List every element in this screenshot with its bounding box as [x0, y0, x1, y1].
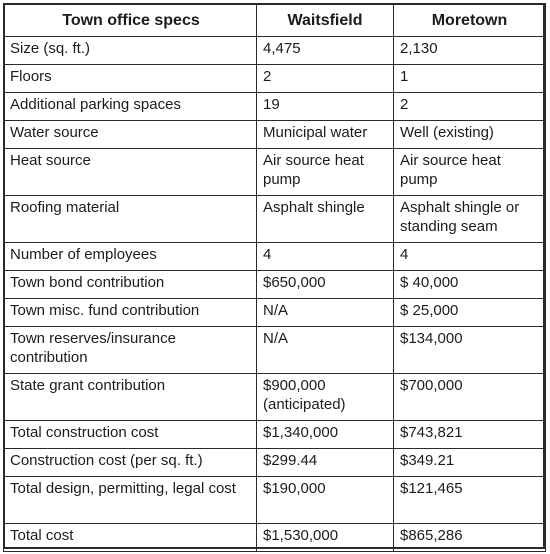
moretown-value: 1	[394, 65, 546, 93]
table-row	[4, 243, 546, 271]
waitsfield-value: Air source heat pump	[257, 149, 394, 196]
moretown-value: $349.21	[394, 449, 546, 477]
header-specs: Town office specs	[4, 4, 257, 37]
waitsfield-value: $190,000	[257, 477, 394, 524]
moretown-value: Air source heat pump	[394, 149, 546, 196]
moretown-value: Asphalt shingle or standing seam	[394, 196, 546, 243]
moretown-value: 2,130	[394, 37, 546, 65]
row-label: Construction cost (per sq. ft.)	[4, 449, 257, 477]
waitsfield-value: $1,340,000	[257, 421, 394, 449]
waitsfield-value: Asphalt shingle	[257, 196, 394, 243]
waitsfield-value: $1,530,000	[257, 524, 394, 552]
table-header-row	[4, 4, 546, 37]
table-row	[4, 271, 546, 299]
row-label: Total design, permitting, legal cost	[4, 477, 257, 524]
row-label: Additional parking spaces	[4, 93, 257, 121]
moretown-value: $743,821	[394, 421, 546, 449]
moretown-value: $121,465	[394, 477, 546, 524]
waitsfield-value: $900,000 (anticipated)	[257, 374, 394, 421]
moretown-value: 2	[394, 93, 546, 121]
row-label: Water source	[4, 121, 257, 149]
table-row	[4, 37, 546, 65]
moretown-value: $700,000	[394, 374, 546, 421]
waitsfield-value: 4	[257, 243, 394, 271]
waitsfield-value: 2	[257, 65, 394, 93]
row-label: Total cost	[4, 524, 257, 552]
row-label: Town bond contribution	[4, 271, 257, 299]
waitsfield-value: Municipal water	[257, 121, 394, 149]
row-label: Total construction cost	[4, 421, 257, 449]
table-row	[4, 196, 546, 243]
table-row	[4, 449, 546, 477]
header-moretown: Moretown	[394, 4, 546, 37]
row-label: Floors	[4, 65, 257, 93]
table-row	[4, 374, 546, 421]
row-label: Town reserves/insurance contribution	[4, 327, 257, 374]
table-row	[4, 65, 546, 93]
moretown-value: 4	[394, 243, 546, 271]
table-row	[4, 327, 546, 374]
waitsfield-value: N/A	[257, 299, 394, 327]
waitsfield-value: $299.44	[257, 449, 394, 477]
row-label: Town misc. fund contribution	[4, 299, 257, 327]
waitsfield-value: $650,000	[257, 271, 394, 299]
moretown-value: $ 25,000	[394, 299, 546, 327]
table-row	[4, 149, 546, 196]
table-row	[4, 121, 546, 149]
moretown-value: $134,000	[394, 327, 546, 374]
table-row	[4, 421, 546, 449]
row-label: Size (sq. ft.)	[4, 37, 257, 65]
waitsfield-value: 19	[257, 93, 394, 121]
row-label: Heat source	[4, 149, 257, 196]
town-office-specs-table	[3, 3, 546, 552]
table-row	[4, 93, 546, 121]
waitsfield-value: N/A	[257, 327, 394, 374]
moretown-value: $865,286	[394, 524, 546, 552]
moretown-value: $ 40,000	[394, 271, 546, 299]
table-row	[4, 524, 546, 552]
header-waitsfield: Waitsfield	[257, 4, 394, 37]
waitsfield-value: 4,475	[257, 37, 394, 65]
moretown-value: Well (existing)	[394, 121, 546, 149]
row-label: Number of employees	[4, 243, 257, 271]
row-label: State grant contribution	[4, 374, 257, 421]
table-row	[4, 477, 546, 524]
row-label: Roofing material	[4, 196, 257, 243]
table-row	[4, 299, 546, 327]
